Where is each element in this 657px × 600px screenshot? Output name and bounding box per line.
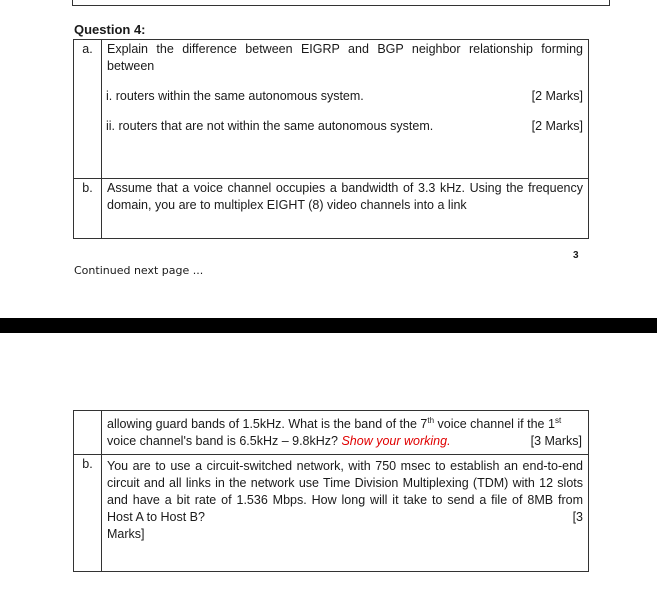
sub-item-marks: [2 Marks] <box>531 119 583 133</box>
part-b2-content <box>102 455 589 572</box>
part-b-continued-content <box>102 411 589 455</box>
sub-item-text: ii. routers that are not within the same autonomous system. <box>106 119 434 133</box>
part-b-content <box>102 179 589 239</box>
question-table-page2 <box>73 410 589 572</box>
part-b-text: Assume that a voice channel occupies a bandwidth of 3.3 kHz. Using the frequency domain, you are to multiplex EIGHT (8) video channels into a link <box>107 181 583 212</box>
continued-note: Continued next page ... <box>74 264 204 277</box>
part-b-continued-row <box>74 411 589 455</box>
question-title: Question 4: <box>74 22 146 37</box>
sub-item-text: i. routers within the same autonomous system. <box>106 89 364 103</box>
part-b-row <box>74 179 589 239</box>
page-number: 3 <box>573 250 579 261</box>
empty-label-cell <box>74 411 102 455</box>
part-b-marks: [3 Marks] <box>530 434 582 449</box>
page-separator <box>0 318 657 333</box>
part-b2-marks-2: Marks] <box>107 527 145 541</box>
sub-item-marks: [2 Marks] <box>531 89 583 103</box>
part-b2-text: You are to use a circuit-switched network, with 750 msec to establish an end-to-end circuit and all links in the network use Time Division Multiplexing (TDM) with 12 slots and have a bit rate of 1.536 Mbps. How long will it take to send a file of 8MB from Host A to Host B? [3 Marks] <box>107 459 583 541</box>
part-b-continued-text: allowing guard bands of 1.5kHz. What is the band of the 7th voice channel if the 1st voice channel's band is 6.5kHz – 9.8kHz? Show your working. [3 Marks] <box>107 416 582 449</box>
show-working-note: Show your working. <box>341 434 451 449</box>
part-a-content <box>102 40 589 179</box>
question-table-page1 <box>73 39 589 239</box>
part-a-text: Explain the difference between EIGRP and BGP neighbor relationship forming between <box>107 42 583 73</box>
part-b-label: b. <box>74 179 102 239</box>
part-b2-row <box>74 455 589 572</box>
part-a-label: a. <box>74 40 102 179</box>
part-b2-marks-1: [3 <box>572 510 583 524</box>
part-a-row <box>74 40 589 179</box>
part-b2-label: b. <box>74 455 102 572</box>
part-a-sub-item-1 <box>102 88 588 105</box>
part-a-sub-item-2 <box>102 118 588 135</box>
previous-table-bottom <box>72 0 610 6</box>
